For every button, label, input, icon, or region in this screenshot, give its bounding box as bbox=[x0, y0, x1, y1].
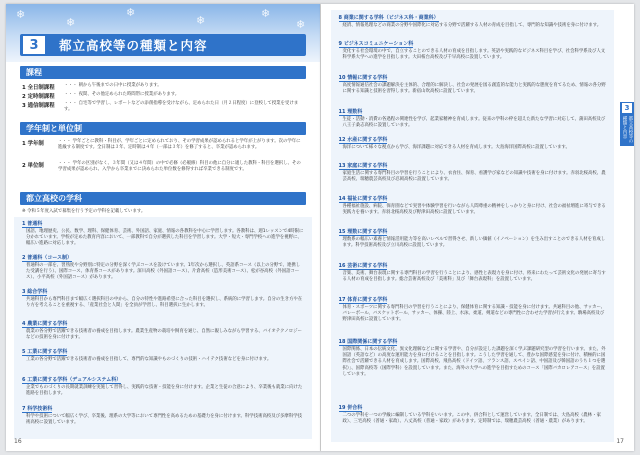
section-heading-subjects: 都立高校の学科 bbox=[20, 192, 306, 205]
subject-text: 科学や技術について幅広く学び、卒業後、理系の大学等において専門性を高めるための基礎力を身に付けます。科学技術高校及び多摩科学技術高校に設置しています。 bbox=[26, 414, 302, 426]
subject-text: 家庭生活に関する専門科目の学習を行うことにより、衣食住、保育、看護学び家などの知識や技術を身に付けます。赤羽北桜高校、農芸高校、瑞穂農芸高校及び忍岡高校に設置しています。 bbox=[342, 171, 606, 183]
subject-title: 12 水産に関する学科 bbox=[338, 137, 388, 143]
subject-text: 生徒・活動・消費の各過程の関連性を学び、起業家精神を育成します。従来の学科の枠を超えた新たな学習に対応して、蒲田高校及び八王子桑志高校に設置しています。 bbox=[342, 117, 606, 129]
course-label: 3 通信制課程 bbox=[22, 103, 55, 109]
subject-title: 18 国際関係に関する学科 bbox=[338, 339, 398, 345]
subject-text: 工業の各分野で活躍できる技術者の養成を目指して、専門的な知識やものづくりの技術・ハイテク技術などを身に付けます。 bbox=[26, 357, 272, 362]
subjects-panel bbox=[14, 217, 312, 439]
snowflake-icon: ❄ bbox=[126, 6, 136, 19]
subject-title: 4 農業に関する学科 bbox=[22, 321, 68, 327]
subject-title: 1 普通科 bbox=[22, 221, 43, 227]
left-page bbox=[6, 4, 321, 451]
subject-text: 高度情報通信社会の課題解決を主体的、合理的に解決し、社会の発展を図る創造的な能力と実践的な態度を育てるため、情報の各分野に関する知識と技術を習得します。新宿山吹高校に設置しています。 bbox=[342, 83, 606, 95]
chapter-title: 都立高校等の種類と内容 bbox=[59, 38, 208, 53]
chapter-number: 3 bbox=[23, 36, 45, 54]
subject-text: 普通科の一部を、習熟度や分野別に特定の分野を深く学ぶコースを設けています。1年次から選択し、英語系コース（以上の分野で、連携した受講を行う）、国際コース、体育系コースがあります。深川高校（外国語コース）、片倉高校（造形美術コース）、松が谷高校（外国語コース）、小平高校（外国語コース）があります。 bbox=[26, 263, 301, 281]
course-label: 1 全日制課程 bbox=[22, 85, 55, 91]
subject-text: 国語、地理歴史、公民、数学、理科、保健体育、芸術、外国語、家庭、情報の各教科を中心に学習します。各教科は、週1レッスンで4時限に分かれています。学校が定めた教育内容において、一部教科で自分が選択した科目を学習します。大学・短大・専門学校への進学を視野に、幅広い進路に対応します。 bbox=[26, 229, 304, 247]
course-text: ・・・ 朝から午後までの日中に授業があります。 bbox=[64, 83, 162, 88]
subject-title: 15 理数に関する学科 bbox=[338, 229, 388, 235]
subject-text: 共通科目から専門科目まで幅広く選択科目の中から、自分の特性や進路希望に合った科目を選択し、系統的に学習します。自分の生き方や在り方を考えることを重視する、「産業社会と人間」を全員が学習し、科目選択に生かします。 bbox=[26, 297, 303, 309]
grade-text: ・・・ 学年の区別がなく、３年間（又は４年間）の中で必修（必履修）科目の他に自分に適した教科・科目を選択し、その学習成果が認められ、入学から卒業までに決められた単位数を修得すれば卒業できる制度です。 bbox=[58, 161, 301, 173]
subjects-intro: ※ 令和５年度入試で募集を行う予定の学科を記載しています。 bbox=[22, 209, 146, 214]
subject-title: 6 工業に関する学科（デュアルシステム科） bbox=[22, 377, 122, 383]
subject-title: 9 ビジネスコミュニケーション科 bbox=[338, 41, 414, 47]
course-label: 2 定時制課程 bbox=[22, 94, 55, 100]
subject-title: 5 工業に関する学科 bbox=[22, 349, 68, 355]
subject-text: 企業でものづくりの長期就業訓練を実施して習得し、実践的な技術・技能を身に付けます。企業と生徒の合意により、卒業後も就業に向けた進路を目指します。 bbox=[26, 385, 303, 397]
page-number: 16 bbox=[14, 438, 22, 445]
subject-title: 7 科学技術科 bbox=[22, 406, 53, 412]
subject-title: 17 体育に関する学科 bbox=[338, 297, 388, 303]
course-text: ・・・ 自宅等で学習し、レポートなどの添削指導を受けながら、定められた日（月２日程度）に登校して授業を受けます。 bbox=[64, 101, 299, 113]
snowflake-icon: ❄ bbox=[196, 14, 206, 27]
brochure-spread bbox=[6, 4, 634, 451]
subject-text: 変化する社会環境の中で、自立することのできる人材の育成を目指します。英語や実践的なビジネス科目を学び、社会科学系及び人文科学系大学への進学を目指します。大田桜台高校及び千早高校に設置しています。 bbox=[342, 49, 606, 61]
subject-text: 海洋について様々な視点から学び、海洋課題に対応できる人材を育成します。大島海洋国際高校に設置しています。 bbox=[342, 145, 570, 150]
page-number: 17 bbox=[616, 438, 624, 445]
subject-title: 3 総合学科 bbox=[22, 289, 48, 295]
subject-text: 理数系の幅広い素養と情報活用能力等を高いレベルで習得させ、新しい価値（イノベーション）を生み出すことのできる人材を育成します。科学技術高校及び立川高校に設置しています。 bbox=[342, 237, 606, 249]
snowflake-icon: ❄ bbox=[66, 16, 76, 29]
snowflake-icon: ❄ bbox=[261, 7, 271, 20]
right-page bbox=[321, 4, 635, 451]
subject-title: 11 理数科 bbox=[338, 109, 363, 115]
subject-title: 16 芸術に関する学科 bbox=[338, 263, 388, 269]
subject-title: 2 普通科（コース制） bbox=[22, 255, 72, 261]
subject-text: 体育・スポーツに関する専門科目の学習を行うことにより、保健体育に関する知識・技能を身に付けます。共通科目の他、サッカー、バレーボール、バスケットボール、サッカー、体操、陸上、水泳、柔道、剣道などの専門性に合わせた学習が行えます。駒場高校及び野津田高校に設置しています。 bbox=[342, 305, 606, 323]
subject-text: 経済、情報処理などの商業の分野や国際化に対応する分野で活躍する人材の育成を目指して、専門的な知識や技術を身に付けます。 bbox=[342, 23, 602, 28]
side-tab-label: 都立高校等の種類と内容 bbox=[622, 116, 633, 143]
subject-text: 二つの学科を一つの学級に編制している学科をいいます。この中、併合科として運営しています。全日制では、大島高校（農林・家政）、三宅高校（普通・家政）、八丈高校（普通・家政）があります。定時制では、瑞穂農芸高校（普通・農業）があります。 bbox=[342, 413, 601, 425]
subject-title: 10 情報に関する学科 bbox=[338, 75, 388, 81]
subject-title: 19 併合科 bbox=[338, 405, 363, 411]
section-heading-grade: 学年制と単位制 bbox=[20, 122, 306, 135]
snowflake-icon: ❄ bbox=[16, 8, 26, 21]
grade-label: 1 学年制 bbox=[22, 141, 44, 147]
grade-text: ・・・ 学年ごとに教科・科目が、学年ごとに定められており、その学習成果が認められると学年が上がります。次の学年に進級する制度です。全日制は３年、定時制は４年（一部は３年）を修了すると、卒業が認められます。 bbox=[58, 139, 301, 151]
subject-text: 国際関係、日本の伝統文化、異文化理解などに関する学習や、自分が設定した課題を深く学ぶ課題研究型の学習を行います。また、外国語（英語など）の高度な運用能力を身に付けることを目指します。こうした学習を通して、豊かな国際感覚を身に付け、積極的に国際社会で活躍できる人材を育成します。国際高校、飛鳥高校（ドイツ語、フランス語、スペイン語、中国語及び韓国語のうち１つを選択）」、国際高校等（国際学科）を設置しています。また、海外の大学への進学を目指すためのコース「国際バカロレアコース」を設置しています。 bbox=[342, 347, 606, 377]
side-tab-number: 3 bbox=[622, 103, 632, 113]
subject-title: 14 福祉に関する学科 bbox=[338, 196, 388, 202]
subject-text: 各種福祉施設、病院、保育園などで実習や体験学習を行いながら人間尊重の精神をしっかりと身に付け、社会の福祉増進に寄与できる実践力を養います。赤羽北桜高校及び野津田高校に設置しています。 bbox=[342, 204, 606, 216]
course-text: ・・・ 夜間、その他定められた時間帯に授業があります。 bbox=[64, 92, 180, 97]
subject-title: 13 家庭に関する学科 bbox=[338, 163, 388, 169]
snowflake-icon: ❄ bbox=[296, 18, 306, 31]
section-heading-course: 課程 bbox=[20, 66, 306, 79]
subject-text: 農業の各分野で活躍できる技術者の養成を目指します。農業生産物の栽培や飼育を通じ、自然に親しみながら学習する、バイオテクノロジーなどの技術を身に付けます。 bbox=[26, 329, 302, 341]
subject-text: 音楽、美術、舞台表現に関する専門科目の学習を行うことにより、感性と表現力を身に付け、将来にわたって芸術文化の発展に寄与する人材の育成を目指します。総合芸術高校及び「美術科」及び「舞台表現科」を設置しています。 bbox=[342, 271, 606, 283]
grade-label: 2 単位制 bbox=[22, 163, 44, 169]
chapter-title-bar bbox=[20, 34, 306, 56]
subject-title: 8 商業に関する学科（ビジネス科・商業科） bbox=[338, 15, 439, 21]
